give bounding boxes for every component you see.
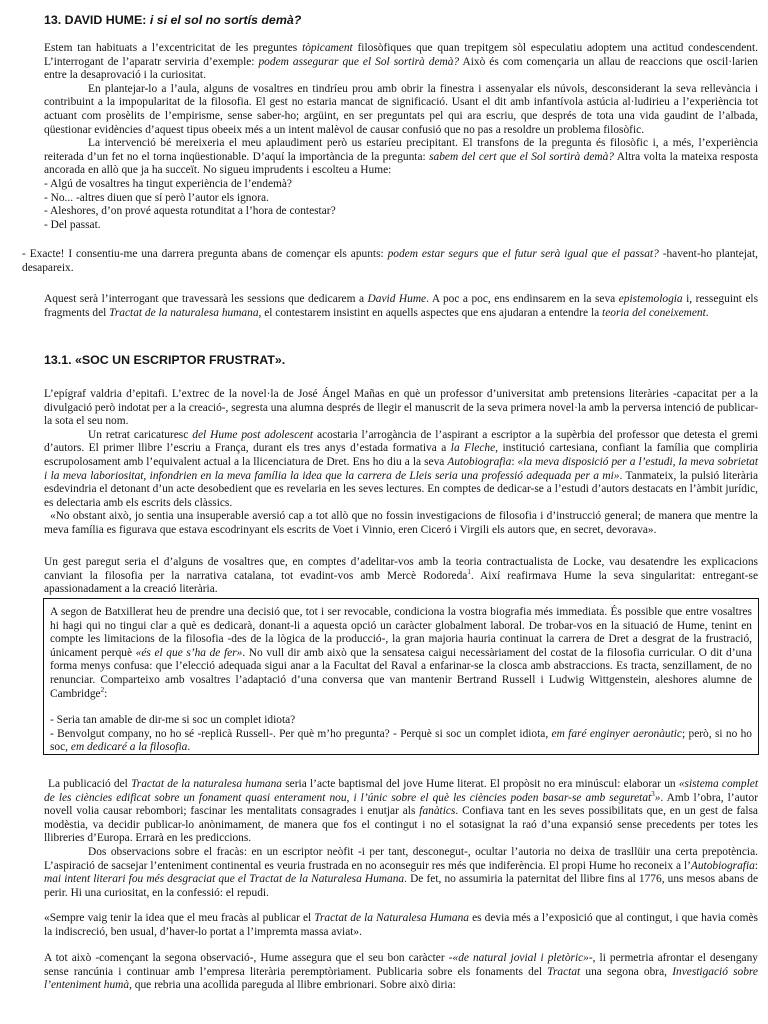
paragraph: La publicació del Tractat de la naturalesa humana seria l’acte baptismal del jove Hume literat. El propòsit no era minúscul: elaborar un «sistema complet de les ciències edificat sobre un fonament quasi enterament nou, i l’únic sobre el què les ciències poden basar-se amb seguretat$^3$». Amb l’obra, l’autor novell volia causar rebombori; fascinar les mentalitats consagrades i enutjar als fanàtics. Confiava tant en les seves possibilitats que, en un gest de falsa modèstia, va decidir publicar-lo anònimament, de manera que fos el contingut i no el sotasignat la raó d’una expansió sense precedents per totes les llibreries d’Europa. Errarà en les prediccions. — [44, 778, 759, 845]
paragraph: Un gest paregut seria el d’alguns de vosaltres que, en comptes d’adelitar-vos amb la teoria contractualista de Locke, vau desatendre les explicacions canviant la filosofia per la narrativa catalana, tot evadint-vos amb Mercè Rodoreda$^1$. Així reafirmava Hume la seva singularitat: entregant-se apassionadament a la creació literària. — [44, 556, 758, 596]
dialogue-line: - Del passat. — [44, 218, 101, 231]
section-text — [44, 388, 758, 538]
reflection-box — [43, 598, 759, 755]
paragraph: Estem tan habituats a l’excentricitat de les preguntes tòpicament filosòfiques que quan trepitgem sòl especulatiu adoptem una actitud condescendent. L’interrogant de l’aparatr serviria d’exemple: podem assegurar que el Sol sortirà demà? Això és com començaria un allau de reaccions que oscil·larien entre la desaprovació i la curiositat. — [44, 42, 758, 82]
paragraph: Un retrat caricaturesc del Hume post adolescent acostaria l’arrogància de l’aspirant a escriptor a la supèrbia del professor que detesta el gremi d’autors. El primer llibre l’escriu a França, durant els tres anys d’estada formativa a la Fleche, institució cartesiana, confiant la família que compliria escrupolosament amb l’equivalent actual a la llicenciatura de Dret. Ens ho diu a la seva Autobiografia: «la meva disposició per a l’estudi, la meva sobrietat i la meva laboriositat, infondrien en la meva família la idea que la carrera de Lleis seria una professió adequada per a mi». Tanmateix, la pulsió literària esdevindria el detonant d’un acte desobedient que es revelaria en les seves lectures. En comptes de dedicar-se a l’estudi d’autors destacats en l’àmbit jurídic, es delectaria amb els escrits dels clàssics. — [44, 428, 758, 509]
paragraph: Dos observacions sobre el fracàs: en un escriptor neòfit -i per tant, desconegut-, ocultar l’autoria no deixa de trasllüir una certa prepotència. L’aspiració de sacsejar l’enteniment continental es veuria frustrada en no aconseguir res més que indiferència. El propi Hume ho reconeix a l’Autobiografia: mai intent literari fou més desgraciat que el Tractat de la Naturalesa Humana. De fet, no assumiria la paternitat del llibre fins al 1776, uns mesos abans de perir. Hi una curiositat, en la confessió: el repudi. — [44, 845, 758, 899]
dialogue-line: - Algú de vosaltres ha tingut experiència de l’endemà? — [44, 177, 292, 190]
section-text — [44, 778, 758, 900]
quote: «No obstant això, jo sentia una insuperable aversió cap a tot allò que no fossin investigacions de filosofia i d’instrucció general; de manera que mentre la meva família es figurava que estava escodrinyant els escrits de Voet i Vinnio, eren Ciceró i Virgili els autors que, en secret, devorava». — [44, 510, 758, 536]
dialogue-line: - No... -altres diuen que sí però l’autor els ignora. — [44, 191, 269, 204]
paragraph: Aquest serà l’interrogant que travessarà les sessions que dedicarem a David Hume. A poc a poc, ens endinsarem en la seva epistemologia i, resseguint els fragments del Tractat de la naturalesa humana, el contestarem insistint en aquells aspectes que ens ajudaran a entendre la teoria del coneixement. — [44, 293, 759, 319]
dialogue-line: - Aleshores, d’on prové aquesta rotunditat a l’hora de contestar? — [44, 205, 336, 218]
paragraph: L’epígraf valdria d’epitafi. L’extrec de la novel·la de José Ángel Mañas en què un professor d’universitat amb pretensions literàries -capacitat per a la divulgació però indotat per a la creació-, segresta una alumna després de llegir el manuscrit de la seva primera novel·la amb la perversa intenció de publicar-la sota el seu nom. — [44, 388, 758, 428]
dialogue-line: - Benvolgut company, no ho sé -replicà Russell-. Per què m’ho pregunta? - Perquè si soc un complet idiota, em faré enginyer aeronàutic; però, si no ho soc, em dedicaré a la filosofia. — [50, 727, 753, 754]
paragraph: En plantejar-lo a l’aula, alguns de vosaltres en tindríeu prou amb obrir la finestra i assenyalar els núvols, desconsiderant la seva rellevància i contribuint a la impopularitat de la filosofia. El gest no estaria mancat de significació. Usant el dit amb infantívola astúcia al·ludirieu a l’experiència tot actuant com prosèlits de l’empirisme, sense saber-ho; argüint, en ser preguntats pel qui ara escriu, que després de tota una vida gaudint de l’albada, qüestionar evidències d’aquest tipus obeeix més a un intent malèvol de causar confusió que no pas a resoldre un problema filosòfic. — [44, 82, 758, 136]
section-heading: 13. DAVID HUME: i si el sol no sortís demà? — [44, 13, 302, 27]
dialogue-line: - Seria tan amable de dir-me si soc un complet idiota? — [50, 714, 296, 727]
subsection-heading: 13.1. «SOC UN ESCRIPTOR FRUSTRAT». — [44, 353, 286, 367]
dialogue-exacte: - Exacte! I consentiu-me una darrera pregunta abans de començar els apunts: podem estar segurs que el futur serà igual que el passat? -havent-ho plantejat, desapareix. — [22, 248, 758, 274]
intro-text — [44, 42, 758, 232]
paragraph: A segon de Batxillerat heu de prendre una decisió que, tot i ser revocable, condiciona la vostra biografia més immediata. És possible que entre vosaltres hi hagi qui no tingui clar a què es dedicarà, donant-li a aquesta opció un caràcter globalment laboral. De trobar-vos en la situació de Hume, tenint en compte les limitacions de la filosofia -des de la lògica de la producció-, la gran majoria hauria continuat la carrera de Dret a desgrat de la frustració, únicament perquè «és el que s’ha de fer». No vull dir amb això que la sensatesa caigui necessàriament del costat de la filosofia curricular. O dit d’una forma menys confusa: que l’elecció adequada sigui anar a la Facultat del Raval a enfarinar-se la closca amb abstraccions. Es tracta, senzillament, de no renunciar. Comparteixo amb vosaltres l’adaptació d’una conversa que van mantenir Bertrand Russell i Ludwig Wittgenstein, aleshores alumne de Cambridge$^2$: — [50, 606, 752, 700]
paragraph: A tot això -començant la segona observació-, Hume assegura que el seu bon caràcter -«de natural jovial i pletòric»-, li permetria afrontar el desengany sense rancúnia i continuar amb l’empresa literària peremptòriament. Publicaria sobre els fonaments del Tractat una segona obra, Investigació sobre l’enteniment humà, que rebria una acollida pareguda al llibre embrionari. Sobre això diria: — [44, 952, 758, 992]
paragraph: La intervenció bé mereixeria el meu aplaudiment però us estaríeu precipitant. El transfons de la pregunta és filosòfic i, a més, l’experiència reiterada d’un fet no el torna inqüestionable. D’aquí la importància de la pregunta: sabem del cert que el Sol sortirà demà? Altra volta la mateixa resposta ancorada en allò que ja ha succeït. No sigueu imprudents i escolteu a Hume: — [44, 137, 758, 177]
quote: «Sempre vaig tenir la idea que el meu fracàs al publicar el Tractat de la Naturalesa Humana es devia més a l’exposició que al contingut, i que havia comès la indiscreció, ben usual, d’haver-lo portat a l’impremta massa aviat». — [44, 912, 758, 938]
